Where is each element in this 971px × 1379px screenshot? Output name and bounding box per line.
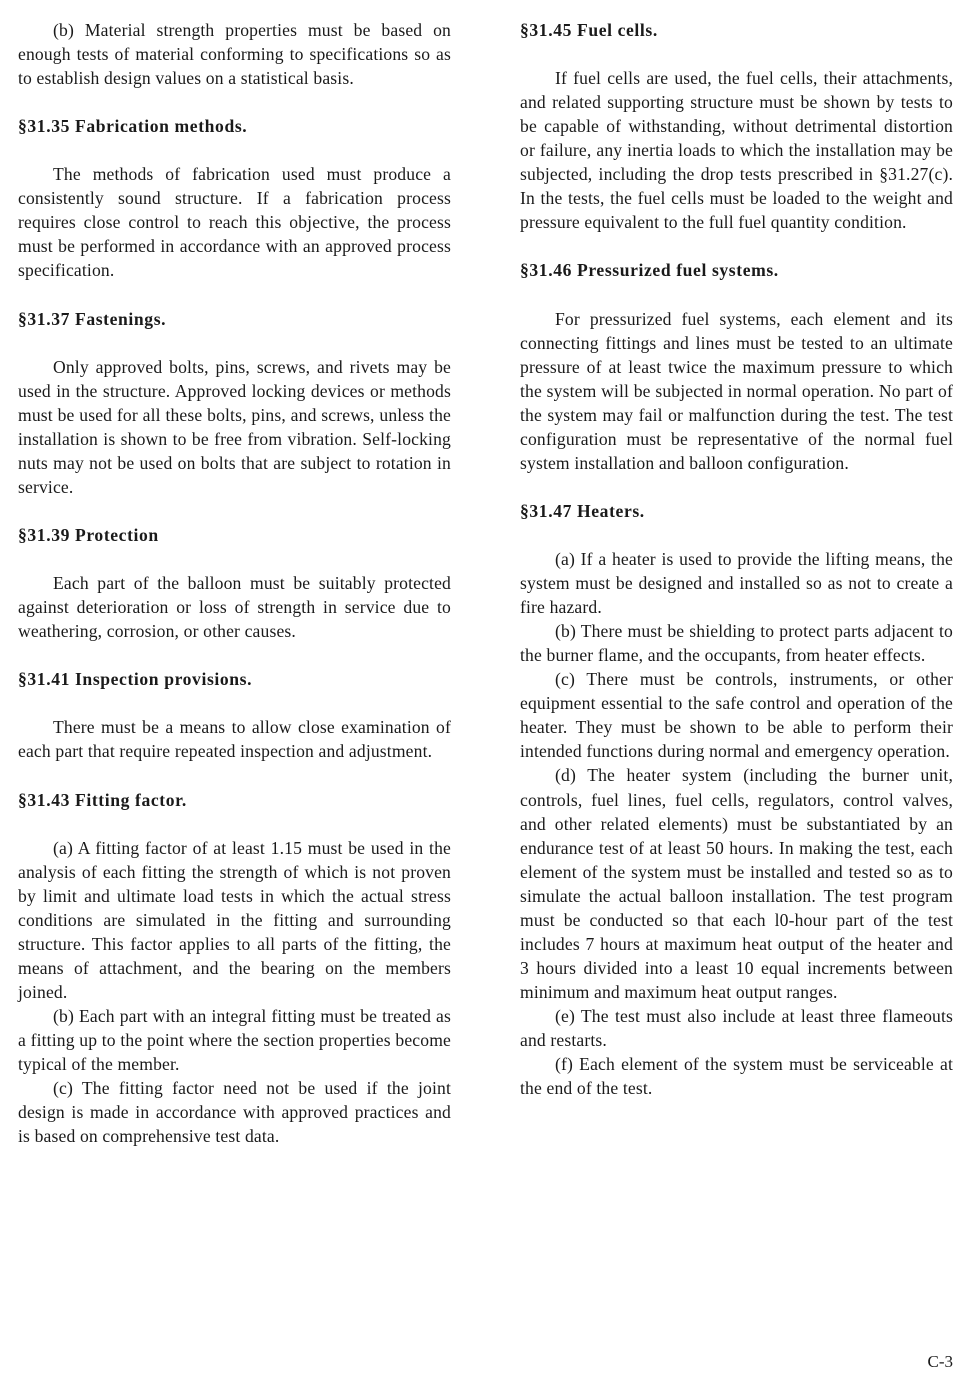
- section-heading-31-47: §31.47 Heaters.: [520, 500, 645, 521]
- section-heading-31-35: §31.35 Fabrication methods.: [18, 116, 248, 137]
- paragraph-material-strength: (b) Material strength properties must be based on enough tests of material conforming to specifications so as to establish design values on a statistical basis.: [18, 20, 451, 89]
- section-heading-31-45: §31.45 Fuel cells.: [520, 20, 658, 40]
- paragraph-fitting-factor-a: (a) A fitting factor of at least 1.15 must be used in the analysis of each fitting the strength of which is not proven by limit and ultimate load tests in which the actual stress conditions are simulated in the fitting and surrounding structure. This factor applies to all parts of the fitting, the means of attachment, and the bearing on the members joined.: [18, 837, 451, 1002]
- section-heading-31-37: §31.37 Fastenings.: [18, 308, 167, 329]
- paragraph-heaters-a: (a) If a heater is used to provide the lifting means, the system must be designed and installed so as not to create a fire hazard.: [520, 549, 953, 618]
- section-heading-31-41: §31.41 Inspection provisions.: [18, 669, 253, 690]
- paragraph-fabrication-methods: The methods of fabrication used must produce a consistently sound structure. If a fabrication process requires close control to reach this objective, the process must be performed in accordance with an approved process specification.: [18, 164, 451, 281]
- paragraph-protection: Each part of the balloon must be suitably protected against deterioration or loss of strength in service due to weathering, corrosion, or other causes.: [18, 573, 451, 642]
- paragraph-pressurized-fuel-systems: For pressurized fuel systems, each element and its connecting fittings and lines must be tested to an ultimate pressure of at least twice the maximum pressure to which the system will be subjected in normal operation. No part of the system may fail or malfunction during the test. The test configuration must be representative of the normal fuel system installation and balloon configuration.: [520, 308, 953, 473]
- paragraph-heaters-c: (c) There must be controls, instruments, or other equipment essential to the safe control and operation of the heater. They must be shown to be able to perform their intended functions during normal and emergency operation.: [520, 669, 953, 762]
- paragraph-fitting-factor-c: (c) The fitting factor need not be used if the joint design is made in accordance with approved practices and is based on comprehensive test data.: [18, 1078, 451, 1147]
- right-column: [520, 18, 953, 1100]
- paragraph-heaters-b: (b) There must be shielding to protect parts adjacent to the burner flame, and the occupants, from heater effects.: [520, 621, 953, 666]
- paragraph-fuel-cells: If fuel cells are used, the fuel cells, their attachments, and related supporting structure must be shown by tests to be capable of withstanding, without detrimental distortion or failure, any inertia loads to which the installation may be subjected, including the drop tests prescribed in §31.27(c). In the tests, the fuel cells must be loaded to the weight and pressure equivalent to the full fuel quantity condition.: [520, 68, 953, 233]
- paragraph-heaters-d: (d) The heater system (including the burner unit, controls, fuel lines, fuel cells, regulators, control valves, and other related elements) must be substantiated by an endurance test of at least 50 hours. In making the test, each element of the system must be installed and tested so as to simulate the actual balloon installation. The test program must be conducted so that each l0-hour part of the test includes 7 hours at maximum heat output of the heater and 3 hours divided into a least 10 equal increments between minimum and maximum heat output ranges.: [520, 765, 953, 1002]
- paragraph-heaters-f: (f) Each element of the system must be serviceable at the end of the test.: [520, 1054, 953, 1099]
- section-heading-31-46: §31.46 Pressurized fuel systems.: [520, 260, 779, 281]
- left-column: [18, 18, 451, 1148]
- section-heading-31-43: §31.43 Fitting factor.: [18, 789, 187, 810]
- paragraph-heaters-e: (e) The test must also include at least three flameouts and restarts.: [520, 1005, 953, 1050]
- page-number: C-3: [927, 1352, 953, 1371]
- section-heading-31-39: §31.39 Protection: [18, 524, 159, 545]
- paragraph-inspection-provisions: There must be a means to allow close examination of each part that require repeated inspection and adjustment.: [18, 717, 451, 762]
- paragraph-fastenings: Only approved bolts, pins, screws, and rivets may be used in the structure. Approved locking devices or methods must be used for all these bolts, pins, and screws, unless the installation is shown to be free from vibration. Self-locking nuts may not be used on bolts that are subject to rotation in service.: [18, 356, 451, 497]
- paragraph-fitting-factor-b: (b) Each part with an integral fitting must be treated as a fitting up to the point where the section properties become typical of the member.: [18, 1005, 451, 1075]
